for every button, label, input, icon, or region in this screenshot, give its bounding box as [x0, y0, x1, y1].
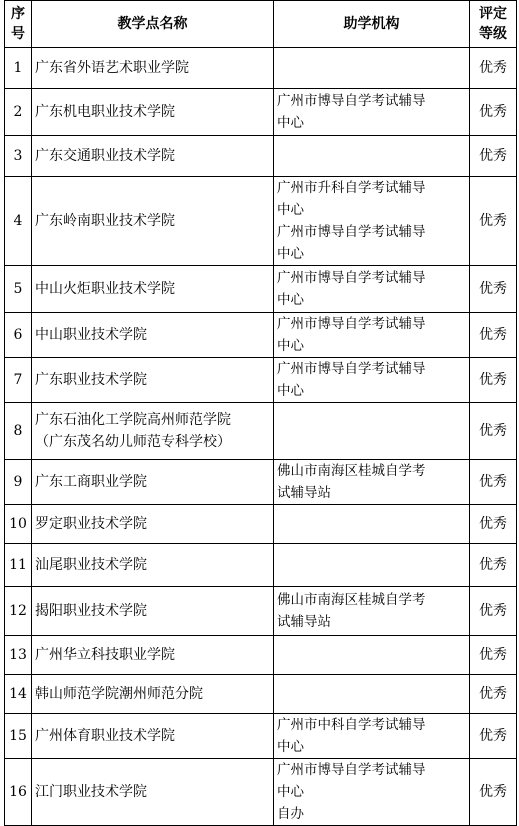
assisting-institution: [274, 505, 470, 544]
header-num: [5, 1, 32, 48]
teaching-site-name-line: 江门职业技术学院: [35, 784, 147, 800]
teaching-site-name: [32, 177, 274, 266]
row-number: 7: [5, 358, 32, 403]
teaching-site-name-line: 汕尾职业技术学院: [35, 557, 147, 573]
teaching-site-name-line: 中山职业技术学院: [35, 327, 147, 343]
table-row: [5, 636, 517, 675]
teaching-site-name: [32, 714, 274, 759]
assisting-institution: [274, 460, 470, 505]
evaluation-grade: 优秀: [470, 48, 517, 89]
teaching-site-name-line: 广东职业技术学院: [35, 372, 147, 388]
row-number: 16: [5, 759, 32, 826]
row-number: 6: [5, 313, 32, 358]
table-row: [5, 403, 517, 460]
header-org: 助学机构: [274, 1, 470, 48]
evaluation-grade: 优秀: [470, 675, 517, 714]
table-row: [5, 89, 517, 136]
teaching-site-name-line: 广东工商职业学院: [35, 474, 147, 490]
teaching-site-name-line: 广东省外语艺术职业学院: [35, 60, 189, 76]
assisting-institution-line: 广州市博导自学考试辅导: [277, 316, 426, 332]
row-number: 12: [5, 587, 32, 636]
evaluation-grade: 优秀: [470, 358, 517, 403]
header-grade-line: 评定: [479, 6, 507, 22]
evaluation-grade: 优秀: [470, 505, 517, 544]
teaching-site-name-line: 广东岭南职业技术学院: [35, 213, 175, 229]
assisting-institution-line: 中心: [277, 739, 304, 755]
row-number: 10: [5, 505, 32, 544]
assisting-institution: [274, 714, 470, 759]
row-number: 2: [5, 89, 32, 136]
header-num-line: 序: [11, 6, 25, 22]
assisting-institution-line: 试辅导站: [277, 614, 331, 630]
assisting-institution-line: 中心: [277, 246, 304, 262]
teaching-site-name: [32, 675, 274, 714]
assisting-institution-line: 广州市博导自学考试辅导: [277, 224, 426, 240]
assisting-institution: [274, 358, 470, 403]
row-number: 9: [5, 460, 32, 505]
table-row: [5, 759, 517, 826]
teaching-site-name: [32, 460, 274, 505]
teaching-site-name: [32, 89, 274, 136]
evaluation-grade: 优秀: [470, 89, 517, 136]
evaluation-grade: 优秀: [470, 636, 517, 675]
teaching-site-name-line: 广东石油化工学院高州师范学院: [35, 412, 231, 428]
table-row: [5, 358, 517, 403]
assisting-institution-line: 自办: [277, 806, 304, 822]
assisting-institution: [274, 636, 470, 675]
table-row: [5, 675, 517, 714]
table-row: [5, 544, 517, 587]
assisting-institution-line: 中心: [277, 383, 304, 399]
evaluation-grade: 优秀: [470, 313, 517, 358]
row-number: 1: [5, 48, 32, 89]
table-row: [5, 587, 517, 636]
table-row: [5, 177, 517, 266]
evaluation-grade: 优秀: [470, 587, 517, 636]
assisting-institution-line: 试辅导站: [277, 485, 331, 501]
assisting-institution-line: 中心: [277, 115, 304, 131]
assisting-institution: [274, 266, 470, 313]
assisting-institution-line: 中心: [277, 338, 304, 354]
teaching-site-name-line: 广东机电职业技术学院: [35, 104, 175, 120]
teaching-site-name: [32, 759, 274, 826]
evaluation-table: [4, 0, 517, 826]
header-name: 教学点名称: [32, 1, 274, 48]
teaching-site-name-line: 中山火炬职业技术学院: [35, 281, 175, 297]
assisting-institution-line: 广州市升科自学考试辅导: [277, 180, 426, 196]
header-grade: [470, 1, 517, 48]
table-row: [5, 266, 517, 313]
assisting-institution: [274, 544, 470, 587]
assisting-institution-line: 广州市中科自学考试辅导: [277, 717, 426, 733]
evaluation-grade: 优秀: [470, 403, 517, 460]
table-row: [5, 313, 517, 358]
teaching-site-name-line: 罗定职业技术学院: [35, 516, 147, 532]
assisting-institution: [274, 313, 470, 358]
evaluation-grade: 优秀: [470, 266, 517, 313]
assisting-institution-line: 中心: [277, 292, 304, 308]
header-grade-line: 等级: [479, 26, 507, 42]
teaching-site-name: [32, 358, 274, 403]
row-number: 13: [5, 636, 32, 675]
teaching-site-name-line: 广州体育职业技术学院: [35, 728, 175, 744]
teaching-site-name-line: 揭阳职业技术学院: [35, 603, 147, 619]
row-number: 11: [5, 544, 32, 587]
evaluation-grade: 优秀: [470, 714, 517, 759]
table-row: [5, 136, 517, 177]
evaluation-grade: 优秀: [470, 544, 517, 587]
teaching-site-name-line: 韩山师范学院潮州师范分院: [35, 686, 203, 702]
assisting-institution-line: 广州市博导自学考试辅导: [277, 762, 426, 778]
row-number: 4: [5, 177, 32, 266]
teaching-site-name: [32, 136, 274, 177]
evaluation-grade: 优秀: [470, 460, 517, 505]
assisting-institution-line: 中心: [277, 784, 304, 800]
evaluation-grade: 优秀: [470, 759, 517, 826]
table-row: [5, 714, 517, 759]
assisting-institution-line: 中心: [277, 202, 304, 218]
row-number: 3: [5, 136, 32, 177]
assisting-institution: [274, 177, 470, 266]
teaching-site-name-line: 广东交通职业技术学院: [35, 148, 175, 164]
teaching-site-name: [32, 636, 274, 675]
row-number: 5: [5, 266, 32, 313]
assisting-institution: [274, 403, 470, 460]
teaching-site-name: [32, 403, 274, 460]
assisting-institution: [274, 89, 470, 136]
teaching-site-name: [32, 313, 274, 358]
assisting-institution-line: 广州市博导自学考试辅导: [277, 361, 426, 377]
teaching-site-name: [32, 266, 274, 313]
teaching-site-name-line: 广州华立科技职业学院: [35, 647, 175, 663]
assisting-institution-line: 广州市博导自学考试辅导: [277, 93, 426, 109]
table-row: [5, 48, 517, 89]
row-number: 14: [5, 675, 32, 714]
row-number: 15: [5, 714, 32, 759]
teaching-site-name: [32, 587, 274, 636]
row-number: 8: [5, 403, 32, 460]
assisting-institution: [274, 136, 470, 177]
assisting-institution-line: 佛山市南海区桂城自学考: [277, 592, 426, 608]
assisting-institution: [274, 48, 470, 89]
teaching-site-name: [32, 48, 274, 89]
assisting-institution-line: 佛山市南海区桂城自学考: [277, 463, 426, 479]
table-body: [5, 48, 517, 826]
header-row: [5, 1, 517, 48]
teaching-site-name-line: （广东茂名幼儿师范专科学校）: [35, 434, 231, 450]
assisting-institution: [274, 587, 470, 636]
header-num-line: 号: [11, 26, 25, 42]
table-row: [5, 505, 517, 544]
assisting-institution-line: 广州市博导自学考试辅导: [277, 270, 426, 286]
assisting-institution: [274, 675, 470, 714]
teaching-site-name: [32, 505, 274, 544]
assisting-institution: [274, 759, 470, 826]
evaluation-grade: 优秀: [470, 177, 517, 266]
evaluation-grade: 优秀: [470, 136, 517, 177]
table-row: [5, 460, 517, 505]
teaching-site-name: [32, 544, 274, 587]
